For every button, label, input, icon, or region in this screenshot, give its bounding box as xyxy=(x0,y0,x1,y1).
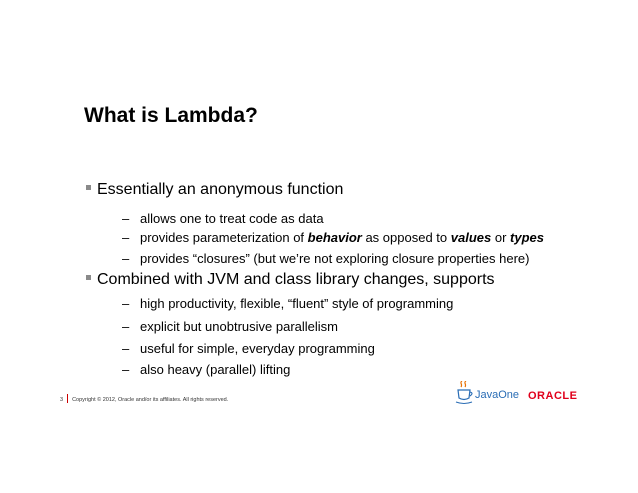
footer-divider xyxy=(67,394,68,403)
bullet-item xyxy=(86,181,343,199)
sub-bullet-text: explicit but unobtrusive parallelism xyxy=(140,319,338,334)
java-cup-icon xyxy=(456,381,472,404)
page-number: 3 xyxy=(60,396,64,403)
dash-marker: – xyxy=(122,230,130,245)
bullet-text: Essentially an anonymous function xyxy=(97,181,344,198)
sub-bullet-text: useful for simple, everyday programming xyxy=(140,341,375,356)
sub-bullet-item xyxy=(122,341,375,356)
bullet-text: Combined with JVM and class library changes, supports xyxy=(97,271,495,288)
copyright-text: Copyright © 2012, Oracle and/or its affiliates. All rights reserved. xyxy=(72,396,229,403)
emphasis-text: values xyxy=(450,230,492,245)
sub-bullet-text: provides parameterization of xyxy=(140,230,308,245)
sub-bullet-text: high productivity, flexible, “fluent” style of programming xyxy=(140,296,454,311)
sub-bullet-text: as opposed to xyxy=(361,230,451,245)
oracle-logo: ORACLE xyxy=(528,390,578,402)
emphasis-text: types xyxy=(510,230,544,245)
javaone-wordmark: JavaOne xyxy=(475,389,520,401)
sub-bullet-item xyxy=(122,211,324,226)
dash-marker: – xyxy=(122,211,130,226)
javaone-logo xyxy=(455,381,520,407)
sub-bullet-text: provides “closures” (but we’re not exploring closure properties here) xyxy=(140,251,530,266)
dash-marker: – xyxy=(122,296,130,311)
sub-bullet-item xyxy=(122,296,453,311)
dash-marker: – xyxy=(122,251,130,266)
emphasis-text: behavior xyxy=(307,230,362,245)
dash-marker: – xyxy=(122,362,130,377)
sub-bullet-item xyxy=(122,362,290,377)
dash-marker: – xyxy=(122,341,130,356)
sub-bullet-item xyxy=(122,319,338,334)
bullet-marker-icon xyxy=(86,275,91,280)
slide-title: What is Lambda? xyxy=(84,104,258,127)
sub-bullet-text: or xyxy=(491,230,511,245)
sub-bullet-item xyxy=(122,230,544,245)
sub-bullet-item xyxy=(122,251,529,266)
bullet-marker-icon xyxy=(86,185,91,190)
sub-bullet-text: also heavy (parallel) lifting xyxy=(140,362,291,377)
sub-bullet-text: allows one to treat code as data xyxy=(140,211,324,226)
slide-footer xyxy=(60,395,228,404)
dash-marker: – xyxy=(122,319,130,334)
bullet-item xyxy=(86,271,495,289)
